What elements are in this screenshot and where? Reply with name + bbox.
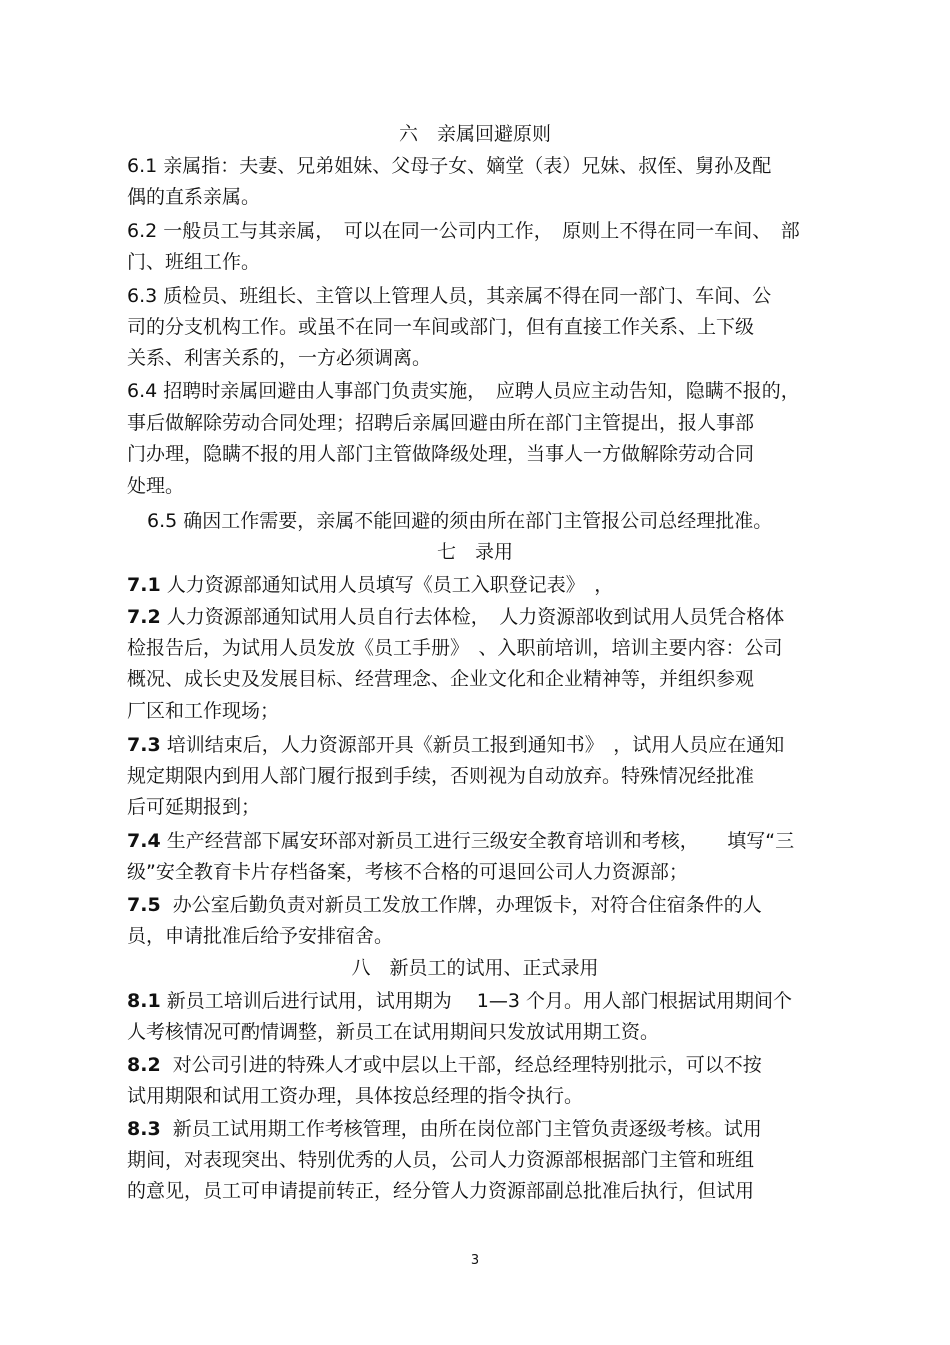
clause-8-1 (127, 990, 792, 1012)
clause-number: 7.1 (127, 574, 161, 596)
clause-7-2 (127, 606, 784, 628)
clause-7-5 (127, 894, 762, 916)
clause-number: 7.4 (127, 830, 161, 852)
text-line: 对公司引进的特殊人才或中层以上干部，经总经理特别批示，可以不按 (160, 1054, 762, 1076)
text-line: 6.3 质检员、班组长、主管以上管理人员，其亲属不得在同一部门、车间、公 (127, 285, 772, 307)
text-line: 的意见，员工可申请提前转正，经分管人力资源部副总批准后执行，但试用 (127, 1180, 755, 1202)
text-line: 试用期限和试用工资办理，具体按总经理的指令执行。 (127, 1085, 584, 1107)
page-number: 3 (470, 1253, 480, 1268)
text-line: 检报告后，为试用人员发放《员工手册》 、入职前培训，培训主要内容：公司 (127, 637, 783, 659)
text-line: 级”安全教育卡片存档备案，考核不合格的可退回公司人力资源部； (127, 861, 688, 883)
clause-7-3 (127, 734, 784, 756)
text-line: 处理。 (127, 475, 185, 497)
text-line: 生产经营部下属安环部对新员工进行三级安全教育培训和考核， 填写“三 (166, 830, 795, 852)
text-line: 关系、利害关系的，一方必须调离。 (127, 347, 432, 369)
clause-number: 7.3 (127, 734, 161, 756)
text-line: 人力资源部通知试用人员填写《员工入职登记表》 ， (166, 574, 614, 596)
text-line: 司的分支机构工作。或虽不在同一车间或部门，但有直接工作关系、上下级 (127, 316, 755, 338)
section-heading-6: 六 亲属回避原则 (398, 123, 551, 145)
text-line: 6.2 一般员工与其亲属， 可以在同一公司内工作， 原则上不得在同一车间、 部 (127, 220, 800, 242)
text-line: 6.1 亲属指：夫妻、兄弟姐妹、父母子女、嫡堂（表）兄妹、叔侄、舅孙及配 (127, 155, 772, 177)
text-line: 期间，对表现突出、特别优秀的人员，公司人力资源部根据部门主管和班组 (127, 1149, 755, 1171)
clause-number: 7.5 (127, 894, 161, 916)
clause-number: 8.3 (127, 1118, 161, 1140)
text-line: 人力资源部通知试用人员自行去体检， 人力资源部收到试用人员凭合格体 (166, 606, 785, 628)
text-line: 概况、成长史及发展目标、经营理念、企业文化和企业精神等，并组织参观 (127, 668, 755, 690)
text-line: 后可延期报到； (127, 796, 261, 818)
text-line: 6.4 招聘时亲属回避由人事部门负责实施， 应聘人员应主动告知，隐瞒不报的， (127, 380, 800, 402)
clause-number: 8.2 (127, 1054, 161, 1076)
text-line: 事后做解除劳动合同处理；招聘后亲属回避由所在部门主管提出，报人事部 (127, 412, 755, 434)
text-line: 厂区和工作现场； (127, 700, 280, 722)
clause-7-4 (127, 830, 794, 852)
text-line: 门、班组工作。 (127, 251, 261, 273)
section-heading-8: 八 新员工的试用、正式录用 (351, 957, 599, 979)
text-line: 新员工试用期工作考核管理，由所在岗位部门主管负责逐级考核。试用 (160, 1118, 762, 1140)
text-line: 新员工培训后进行试用，试用期为 1—3 个月。用人部门根据试用期间个 (166, 990, 792, 1012)
text-line: 规定期限内到用人部门履行报到手续，否则视为自动放弃。特殊情况经批准 (127, 765, 755, 787)
clause-7-1 (127, 574, 613, 596)
section-heading-7: 七 录用 (436, 541, 513, 563)
clause-number: 7.2 (127, 606, 161, 628)
clause-number: 8.1 (127, 990, 161, 1012)
text-line: 培训结束后，人力资源部开具《新员工报到通知书》 ，试用人员应在通知 (166, 734, 785, 756)
clause-8-3 (127, 1118, 762, 1140)
text-line: 办公室后勤负责对新员工发放工作牌，办理饭卡，对符合住宿条件的人 (166, 894, 762, 916)
text-line: 门办理，隐瞒不报的用人部门主管做降级处理，当事人一方做解除劳动合同 (127, 443, 755, 465)
text-line: 偶的直系亲属。 (127, 186, 261, 208)
text-line: 员，申请批准后给予安排宿舍。 (127, 925, 394, 947)
clause-8-2 (127, 1054, 762, 1076)
text-line: 人考核情况可酌情调整，新员工在试用期间只发放试用期工资。 (127, 1021, 660, 1043)
text-line: 6.5 确因工作需要，亲属不能回避的须由所在部门主管报公司总经理批准。 (147, 510, 773, 532)
